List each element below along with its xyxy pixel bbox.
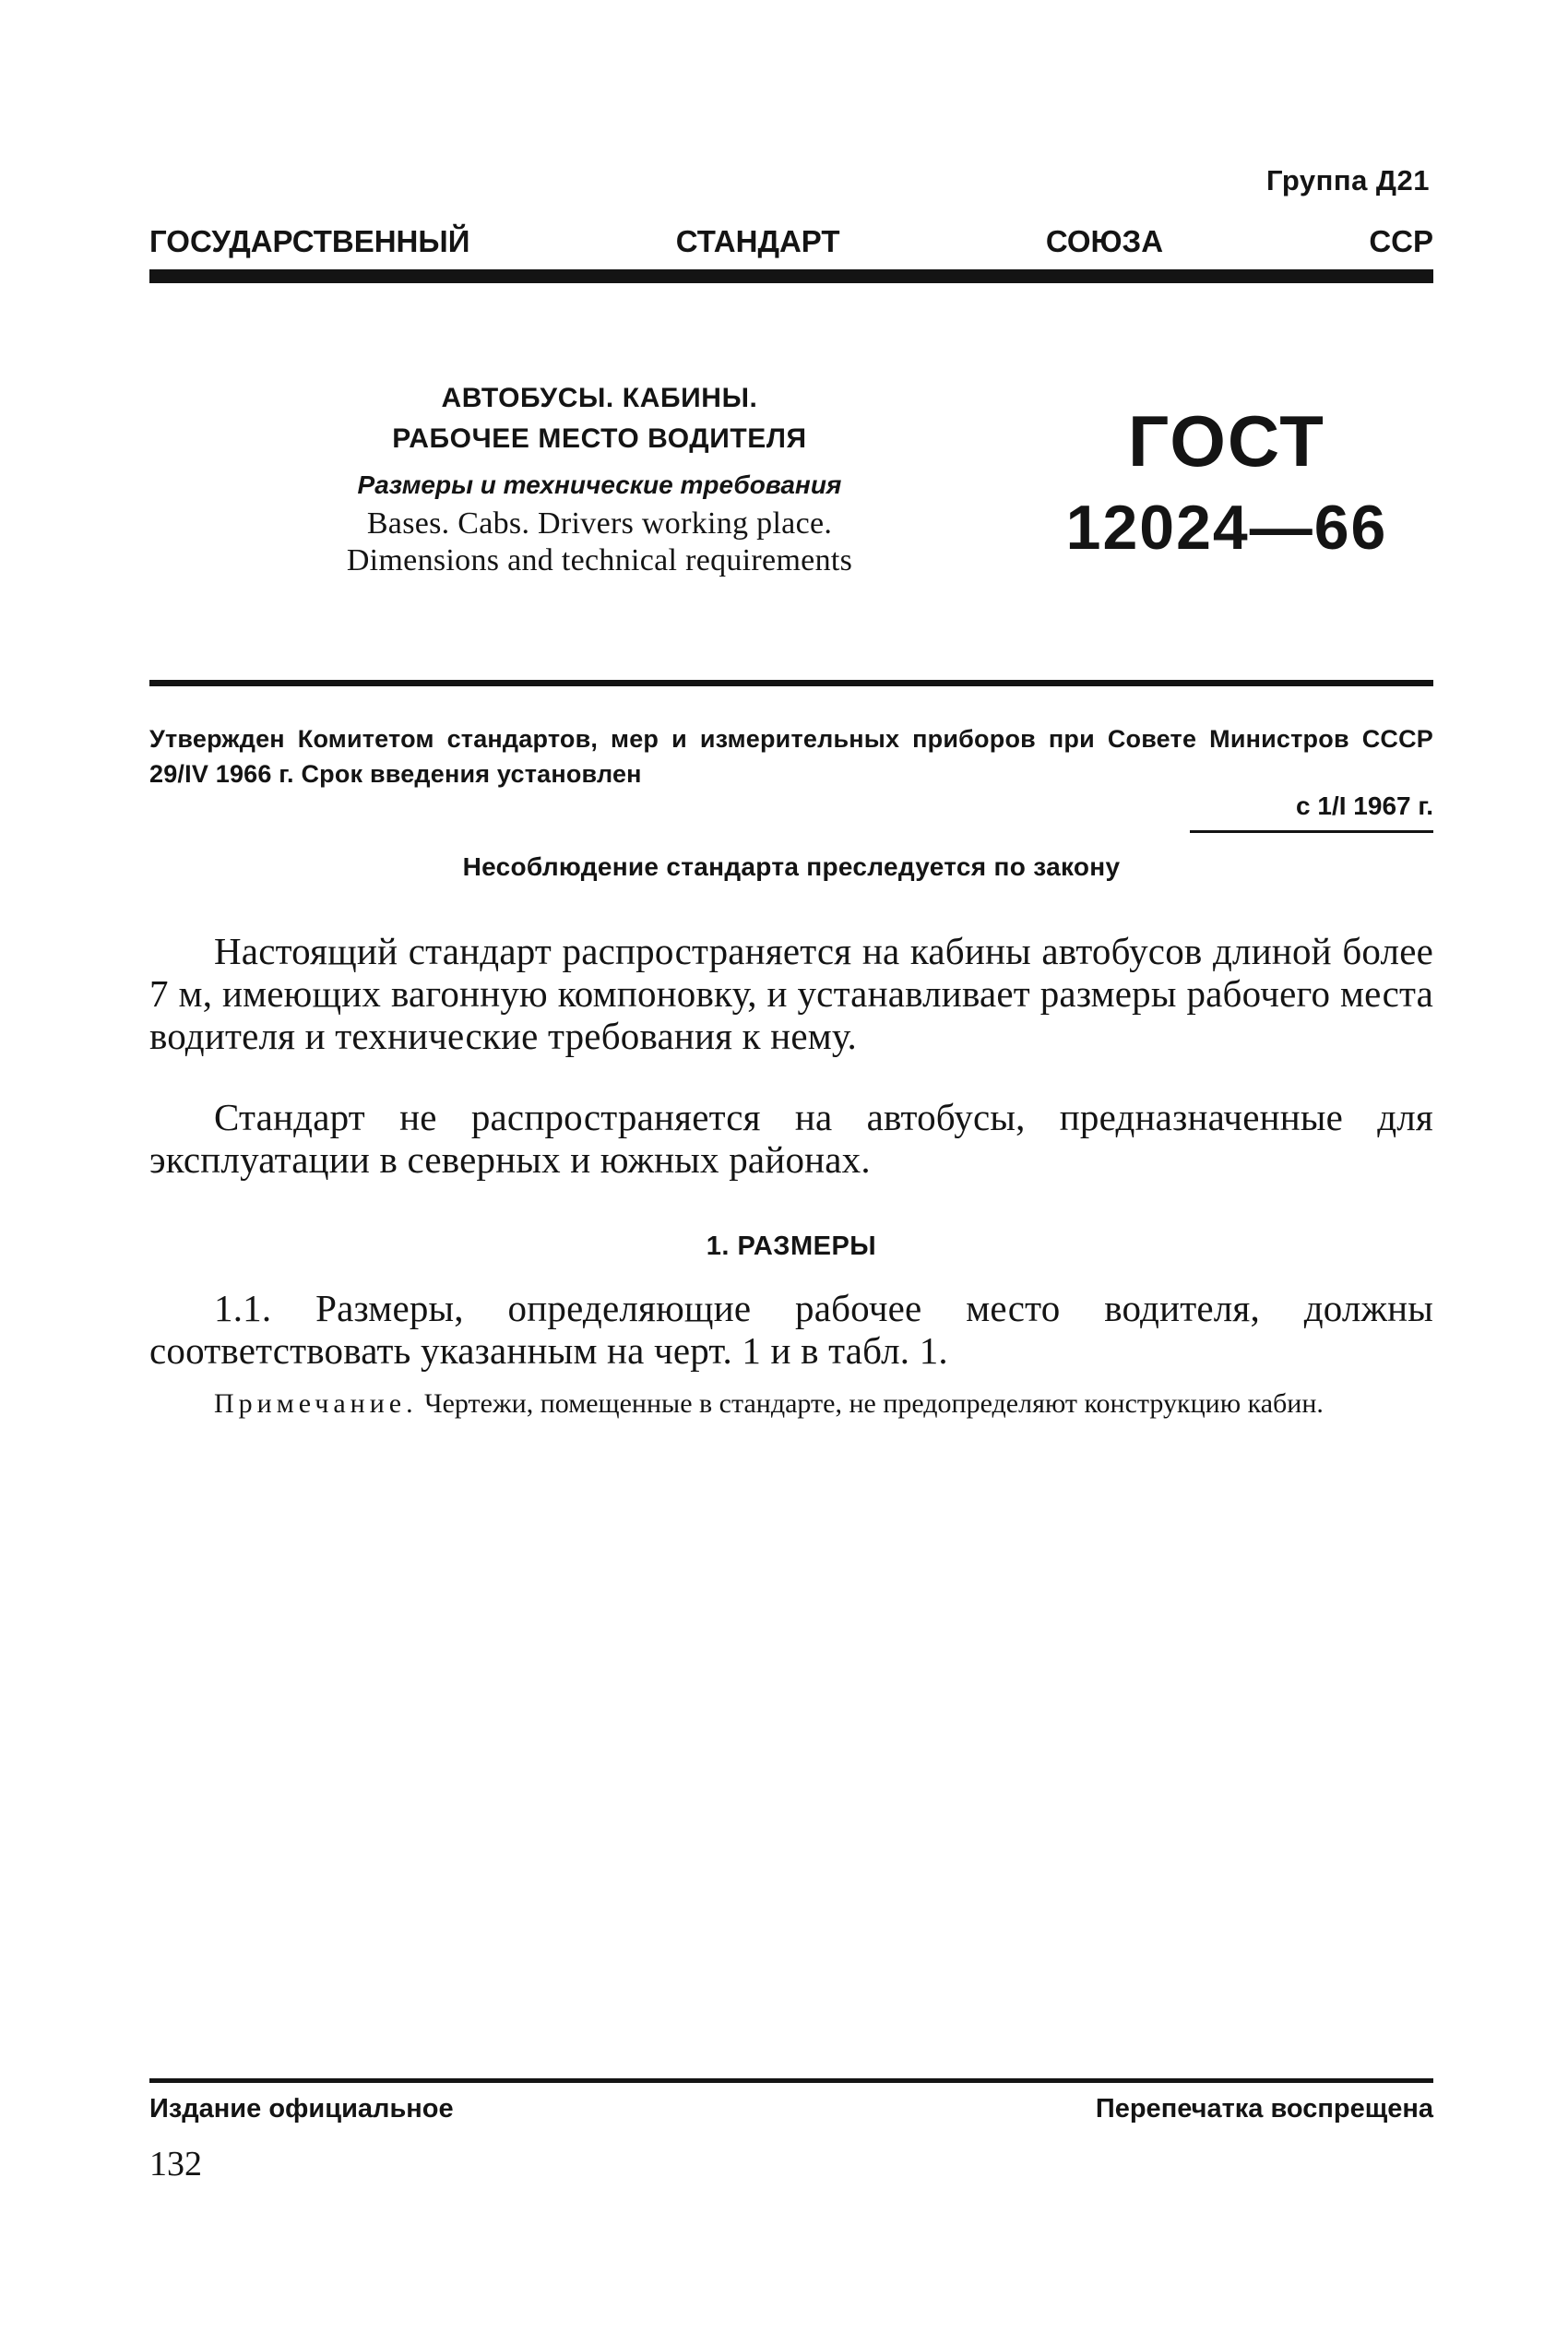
- subtitle: Размеры и технические требования: [357, 470, 842, 499]
- title-line: РАБОЧЕЕ МЕСТО ВОДИТЕЛЯ: [392, 423, 807, 454]
- note-text: Чертежи, помещенные в стандарте, не предопределяют конструкцию кабин.: [417, 1388, 1324, 1419]
- effective-date: с 1/I 1967 г.: [1296, 791, 1433, 820]
- date-underline: [1190, 830, 1433, 833]
- clause-1-1: 1.1. Размеры, определяющие рабочее место водителя, должны соответствовать указанным на черт. 1 и в табл. 1.: [149, 1287, 1433, 1372]
- banner-word: СОЮЗА: [1045, 224, 1164, 258]
- body-paragraph: Настоящий стандарт распространяется на кабины автобусов длиной более 7 м, имеющих вагонную компоновку, и устанавливает размеры рабочего места водителя и технические требования к нему.: [149, 930, 1433, 1057]
- english-title-line: Dimensions and technical requirements: [346, 543, 853, 577]
- footer-rule: [149, 2078, 1433, 2083]
- approval-statement: Утвержден Комитетом стандартов, мер и измерительных приборов при Совете Министров СССР 29/IV 1966 г. Срок введения установлен: [149, 725, 1433, 788]
- section-heading: 1. РАЗМЕРЫ: [706, 1231, 877, 1261]
- banner-word: ГОСУДАРСТВЕННЫЙ: [149, 224, 470, 258]
- title-block: [277, 378, 922, 579]
- banner-word: СТАНДАРТ: [675, 224, 840, 258]
- body-paragraph: Стандарт не распространяется на автобусы, предназначенные для эксплуатации в северных и южных районах.: [149, 1096, 1433, 1181]
- law-note: Несоблюдение стандарта преследуется по закону: [462, 852, 1121, 881]
- page-number: 132: [149, 2145, 202, 2183]
- english-title-line: Bases. Cabs. Drivers working place.: [366, 506, 833, 541]
- gost-designation: [1033, 397, 1420, 570]
- gost-number: 12024—66: [1065, 493, 1388, 563]
- note: [149, 1388, 1433, 1420]
- gost-label: ГОСТ: [1128, 400, 1325, 482]
- divider-rule: [149, 680, 1433, 686]
- note-label: Примечание.: [214, 1388, 418, 1419]
- title-line: АВТОБУСЫ. КАБИНЫ.: [441, 383, 758, 413]
- group-label: Группа Д21: [1265, 164, 1430, 196]
- reprint-prohibited-label: Перепечатка воспрещена: [1095, 2094, 1433, 2124]
- banner-word: ССР: [1369, 224, 1433, 258]
- banner-rule: [149, 269, 1433, 283]
- state-standard-banner: [149, 220, 1433, 264]
- official-edition-label: Издание официальное: [149, 2094, 454, 2124]
